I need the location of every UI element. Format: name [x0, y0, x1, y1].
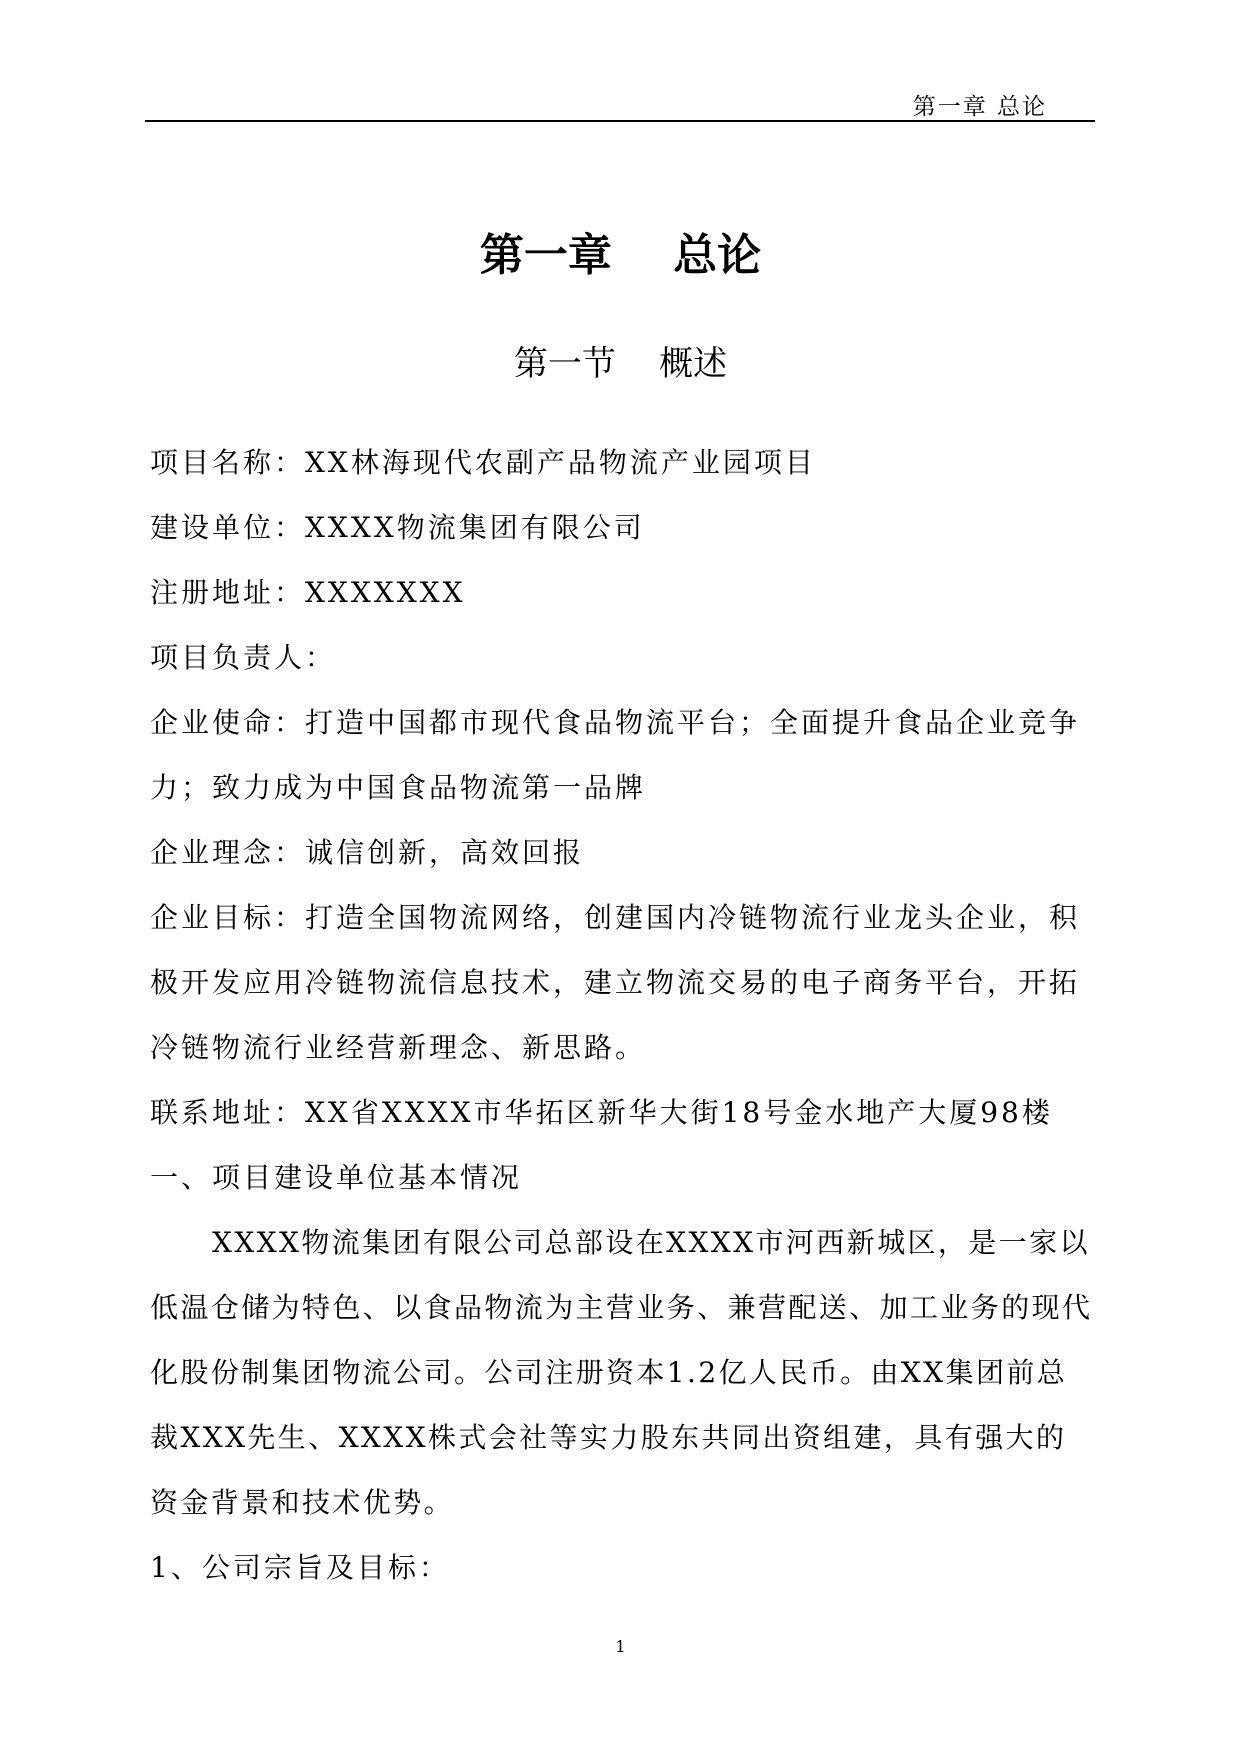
contact-address-line: 联系地址：XX省XXXX市华拓区新华大街18号金水地产大厦98楼 [150, 1096, 1053, 1129]
section-title: 第一节 概述 [513, 344, 728, 384]
philosophy-line: 企业理念：诚信创新，高效回报 [150, 836, 585, 869]
registered-address-line: 注册地址：XXXXXXX [150, 576, 466, 609]
running-header [145, 86, 1095, 122]
builder-line: 建设单位：XXXX物流集团有限公司 [150, 511, 645, 544]
chapter-title: 第一章 总论 [479, 230, 762, 281]
company-intro-paragraph: XXXX物流集团有限公司总部设在XXXX市河西新城区，是一家以低温仓储为特色、以食品物流为主营业务、兼营配送、加工业务的现代化股份制集团物流公司。公司注册资本1.2亿人民币。由XX集团前总裁XXX先生、XXXX株式会社等实力股东共同出资组建，具有强大的资金背景和技术优势。 [150, 1226, 1093, 1519]
document-body [150, 430, 1095, 1600]
goal-paragraph: 企业目标：打造全国物流网络，创建国内冷链物流行业龙头企业，积极开发应用冷链物流信息技术，建立物流交易的电子商务平台，开拓冷链物流行业经营新理念、新思路。 [150, 901, 1081, 1064]
running-header-title: 第一章 总论 [912, 94, 1047, 120]
project-name-line: 项目名称：XX林海现代农副产品物流产业园项目 [150, 446, 816, 479]
subsection-heading: 1、公司宗旨及目标： [150, 1551, 450, 1584]
mission-paragraph: 企业使命：打造中国都市现代食品物流平台；全面提升食品企业竞争力；致力成为中国食品物流第一品牌 [150, 706, 1081, 804]
project-lead-line: 项目负责人： [150, 641, 337, 674]
section-heading: 一、项目建设单位基本情况 [150, 1161, 523, 1194]
page-number: 1 [615, 1637, 626, 1656]
